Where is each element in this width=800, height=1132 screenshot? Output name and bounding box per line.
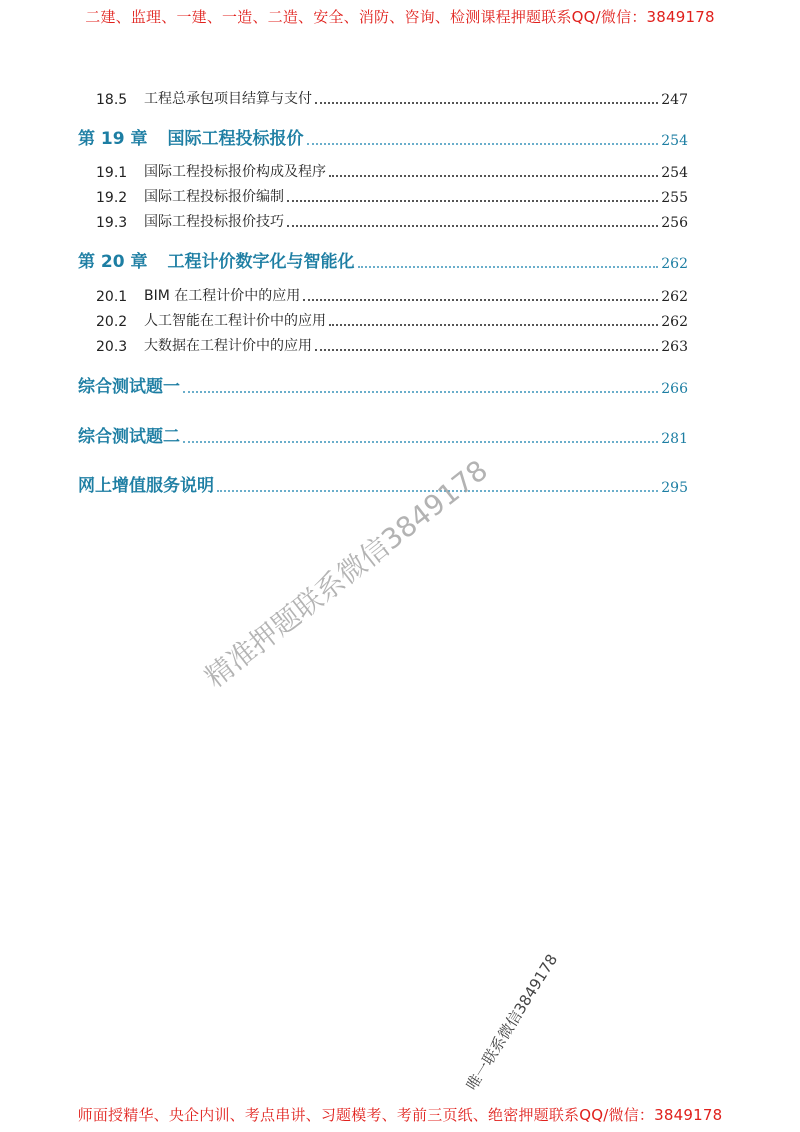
bottom-watermark: 唯一联系微信3849178	[462, 951, 562, 1094]
page-number: 262	[661, 314, 688, 330]
page-number: 295	[661, 480, 688, 496]
dot-leader	[287, 225, 658, 227]
bottom-banner: 师面授精华、央企内训、考点串讲、习题模考、考前三页纸、绝密押题联系QQ/微信：3849178	[77, 1106, 723, 1124]
page-number: 262	[661, 256, 688, 272]
section-title: 国际工程投标报价编制	[144, 189, 284, 205]
page-number: 255	[661, 190, 688, 206]
toc-section-20-1[interactable]	[96, 285, 688, 305]
page-number: 262	[661, 289, 688, 305]
page-number: 263	[661, 339, 688, 355]
page-number: 281	[661, 431, 688, 447]
section-number: 19.3	[96, 215, 128, 231]
dot-leader	[315, 102, 658, 104]
toc-test-1[interactable]	[78, 372, 688, 397]
section-number: 20.3	[96, 339, 128, 355]
toc-test-2[interactable]	[78, 422, 688, 447]
section-number: 18.5	[96, 92, 128, 108]
page-number: 254	[661, 165, 688, 181]
dot-leader	[329, 175, 658, 177]
center-watermark: 精准押题联系微信3849178	[198, 453, 494, 695]
toc-section-19-1[interactable]	[96, 161, 688, 181]
toc-chapter-20[interactable]	[78, 247, 688, 272]
top-banner: 二建、监理、一建、一造、二造、安全、消防、咨询、检测课程押题联系QQ/微信：3849178	[85, 8, 715, 26]
toc-online-services[interactable]	[78, 471, 688, 496]
chapter-title: 网上增值服务说明	[78, 476, 214, 496]
section-title: 国际工程投标报价构成及程序	[144, 164, 326, 180]
toc-section-20-2[interactable]	[96, 310, 688, 330]
dot-leader	[183, 391, 658, 393]
section-number: 20.2	[96, 314, 128, 330]
section-number: 19.1	[96, 165, 128, 181]
section-title: 人工智能在工程计价中的应用	[144, 313, 326, 329]
chapter-number: 第 19 章	[78, 129, 148, 149]
chapter-title: 综合测试题一	[78, 377, 180, 397]
section-title: 工程总承包项目结算与支付	[144, 91, 312, 107]
dot-leader	[303, 299, 658, 301]
dot-leader	[287, 200, 658, 202]
dot-leader	[315, 349, 658, 351]
section-number: 20.1	[96, 289, 128, 305]
section-title: 大数据在工程计价中的应用	[144, 338, 312, 354]
section-title: 国际工程投标报价技巧	[144, 214, 284, 230]
page-number: 247	[661, 92, 688, 108]
section-number: 19.2	[96, 190, 128, 206]
dot-leader	[358, 266, 659, 268]
dot-leader	[307, 143, 659, 145]
chapter-number: 第 20 章	[78, 252, 148, 272]
page-number: 256	[661, 215, 688, 231]
dot-leader	[183, 441, 658, 443]
page-number: 254	[661, 133, 688, 149]
toc-section-20-3[interactable]	[96, 335, 688, 355]
page-number: 266	[661, 381, 688, 397]
toc-section-19-2[interactable]	[96, 186, 688, 206]
toc-section-19-3[interactable]	[96, 211, 688, 231]
section-title: BIM 在工程计价中的应用	[144, 288, 301, 304]
toc-chapter-19[interactable]	[78, 124, 688, 149]
chapter-title: 国际工程投标报价	[167, 129, 304, 149]
chapter-title: 工程计价数字化与智能化	[167, 252, 355, 272]
chapter-title: 综合测试题二	[78, 427, 180, 447]
toc-section-18-5[interactable]	[96, 88, 688, 108]
dot-leader	[329, 324, 658, 326]
